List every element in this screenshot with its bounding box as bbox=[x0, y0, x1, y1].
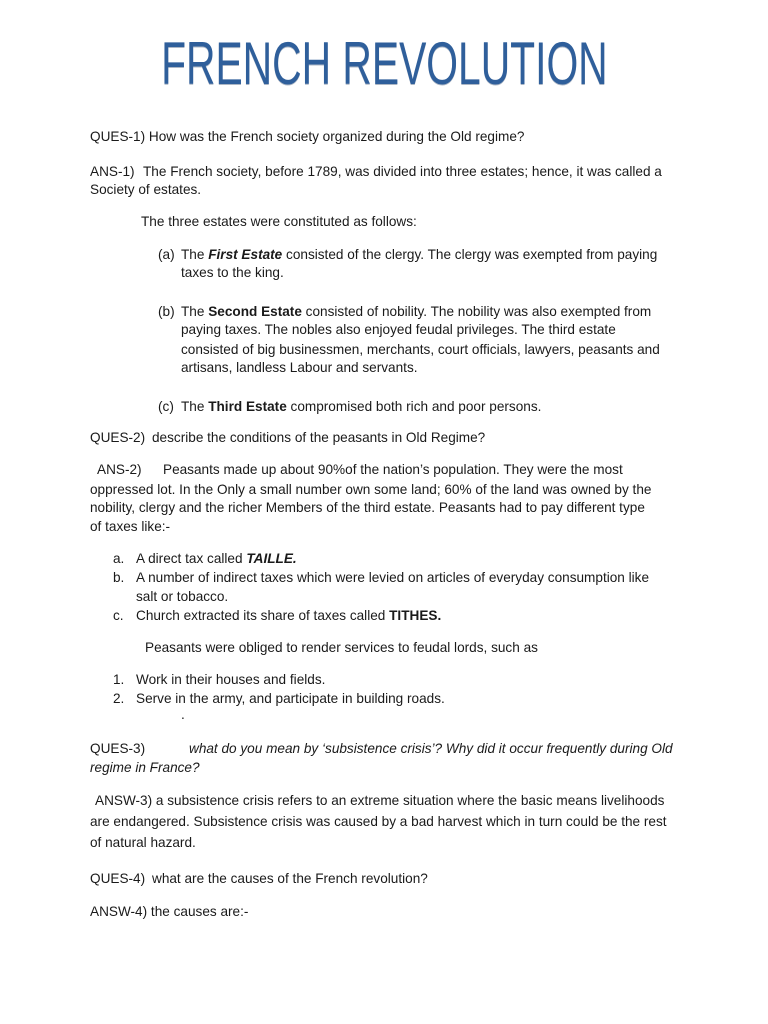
q2-answer-line: oppressed lot. In the Only a small number own some land; 60% of the land was owned by the bbox=[90, 482, 652, 497]
estate-c-text: compromised both rich and poor persons. bbox=[286, 399, 542, 414]
tax-c-text: Church extracted its share of taxes called bbox=[136, 608, 390, 623]
tax-a-marker: a. bbox=[113, 551, 125, 566]
q1-answer-line: Society of estates. bbox=[90, 182, 202, 197]
service-1-text: Work in their houses and fields. bbox=[136, 672, 326, 687]
second-estate-term: Second Estate bbox=[208, 304, 302, 319]
service-2-marker: 2. bbox=[113, 691, 125, 706]
stray-mark: . bbox=[181, 707, 185, 722]
estate-a-prefix: The bbox=[181, 247, 209, 262]
estate-b-line: artisans, landless Labour and servants. bbox=[181, 360, 418, 375]
q4-answer: ANSW-4) the causes are:- bbox=[90, 904, 249, 919]
tax-c-line bbox=[136, 606, 441, 625]
q4-question: what are the causes of the French revolution? bbox=[152, 871, 428, 886]
estate-b-text: consisted of nobility. The nobility was also exempted from bbox=[301, 304, 652, 319]
q3-answer-line: of natural hazard. bbox=[90, 835, 196, 850]
q2-question: describe the conditions of the peasants in Old Regime? bbox=[152, 430, 486, 445]
q2-answer-line: nobility, clergy and the richer Members of the third estate. Peasants had to pay different type bbox=[90, 500, 645, 515]
q3-answer-line: ANSW-3) a subsistence crisis refers to an extreme situation where the basic means livelihoods bbox=[95, 793, 665, 808]
estate-a-line: taxes to the king. bbox=[181, 265, 284, 280]
title-container bbox=[0, 31, 768, 97]
estate-c-line bbox=[181, 397, 541, 416]
estate-b-line bbox=[181, 302, 651, 321]
tax-a-line bbox=[136, 549, 297, 568]
estate-b-marker: (b) bbox=[158, 304, 175, 319]
estate-a-text: consisted of the clergy. The clergy was exempted from paying bbox=[282, 247, 658, 262]
taille-term: TAILLE. bbox=[246, 551, 297, 566]
estate-a-line bbox=[181, 245, 657, 264]
estate-c-prefix: The bbox=[181, 399, 209, 414]
estate-b-line: paying taxes. The nobles also enjoyed feudal privileges. The third estate bbox=[181, 322, 616, 337]
q1-answer-label: ANS-1) bbox=[90, 164, 135, 179]
estate-c-marker: (c) bbox=[158, 399, 174, 414]
estate-a-marker: (a) bbox=[158, 247, 175, 262]
tax-c-marker: c. bbox=[113, 608, 124, 623]
estate-b-line: consisted of big businessmen, merchants, court officials, lawyers, peasants and bbox=[181, 342, 660, 357]
q2-answer-label: ANS-2) bbox=[97, 462, 142, 477]
q3-question-line: what do you mean by ‘subsistence crisis’? Why did it occur frequently during Old bbox=[189, 741, 673, 756]
services-intro: Peasants were obliged to render services to feudal lords, such as bbox=[145, 640, 538, 655]
q2-question-label: QUES-2) bbox=[90, 430, 146, 445]
q1-answer-line: The French society, before 1789, was divided into three estates; hence, it was called a bbox=[143, 164, 662, 179]
q3-answer-line: are endangered. Subsistence crisis was caused by a bad harvest which in turn could be the rest bbox=[90, 814, 667, 829]
service-2-text: Serve in the army, and participate in building roads. bbox=[136, 691, 445, 706]
tax-b-marker: b. bbox=[113, 570, 125, 585]
first-estate-term: First Estate bbox=[208, 247, 283, 262]
q1-question: QUES-1) How was the French society organized during the Old regime? bbox=[90, 129, 525, 144]
q3-question-label: QUES-3) bbox=[90, 741, 146, 756]
estate-b-prefix: The bbox=[181, 304, 209, 319]
q4-question-label: QUES-4) bbox=[90, 871, 146, 886]
q3-question-line: regime in France? bbox=[90, 760, 200, 775]
tax-a-text: A direct tax called bbox=[136, 551, 247, 566]
tax-b-line: salt or tobacco. bbox=[136, 589, 229, 604]
q1-estates-intro: The three estates were constituted as follows: bbox=[141, 214, 417, 229]
tithes-term: TITHES. bbox=[389, 608, 442, 623]
third-estate-term: Third Estate bbox=[208, 399, 287, 414]
tax-b-line: A number of indirect taxes which were levied on articles of everyday consumption like bbox=[136, 570, 650, 585]
q2-answer-line: Peasants made up about 90%of the nation’s population. They were the most bbox=[163, 462, 623, 477]
document-title: FRENCH REVOLUTION bbox=[160, 30, 608, 97]
service-1-marker: 1. bbox=[113, 672, 125, 687]
q2-answer-line: of taxes like:- bbox=[90, 519, 171, 534]
